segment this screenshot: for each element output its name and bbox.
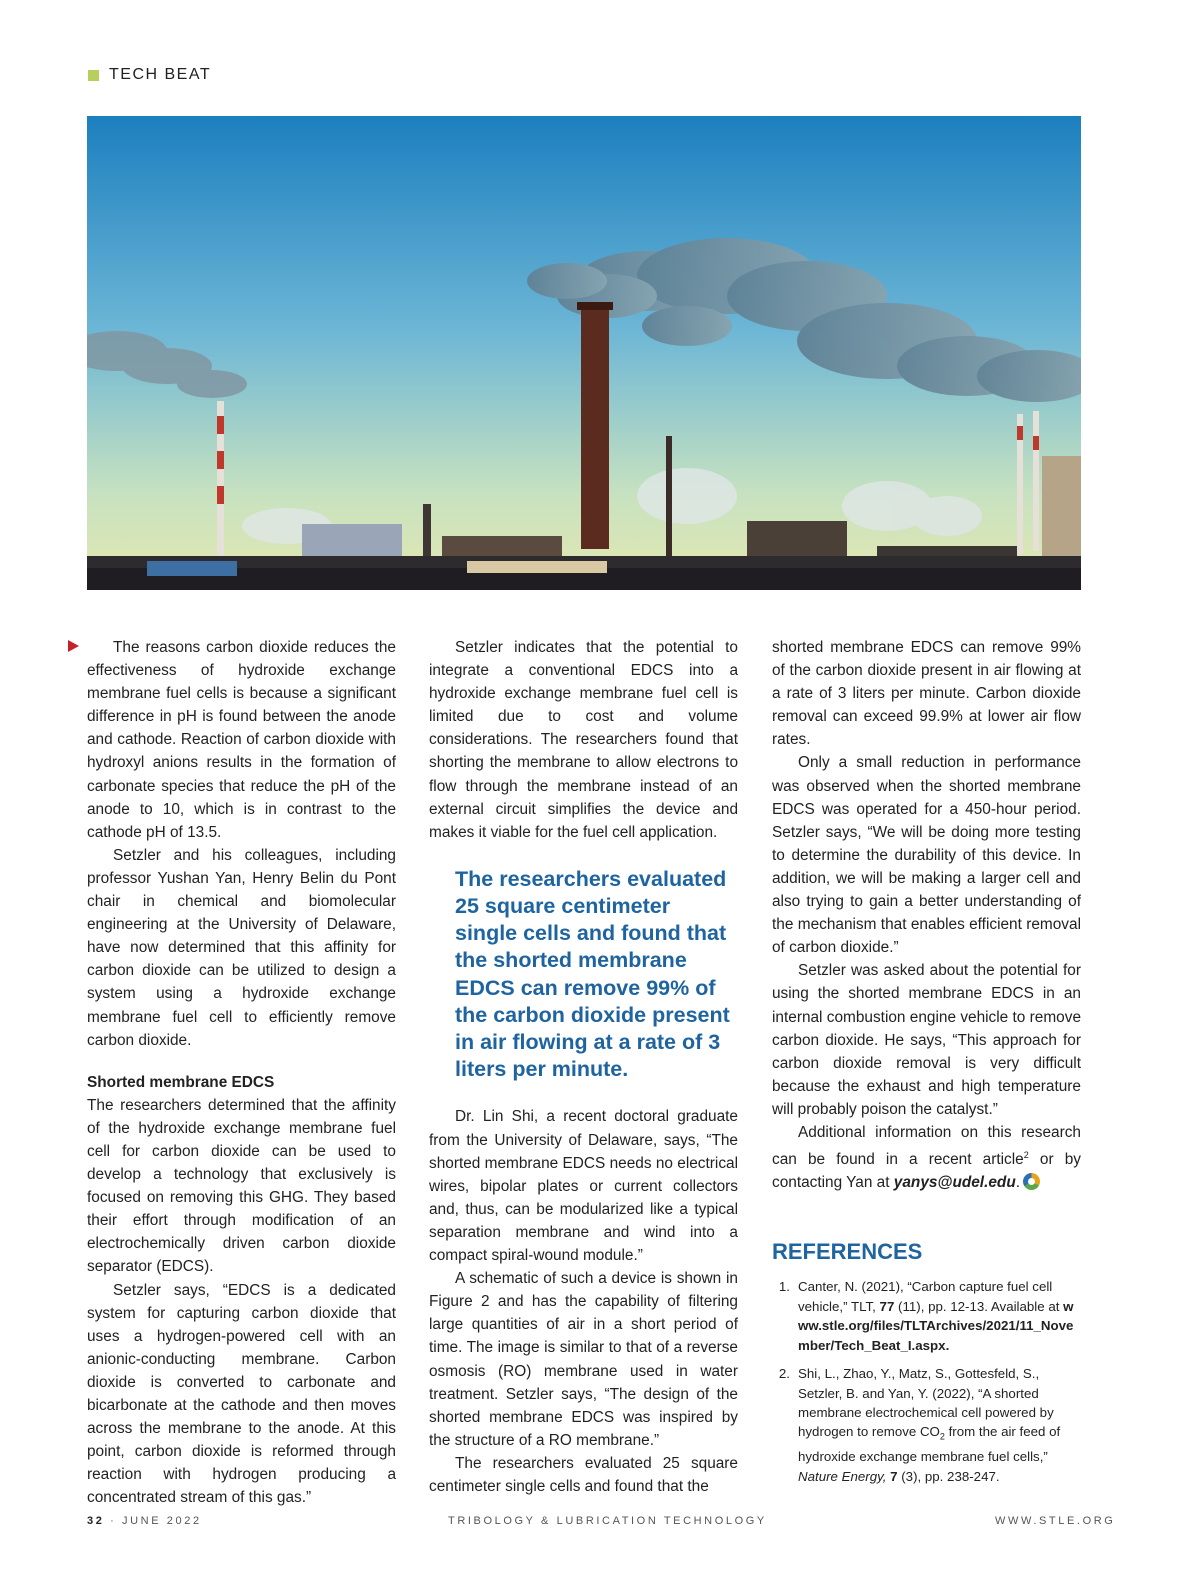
footer-website[interactable]: WWW.STLE.ORG: [995, 1515, 1116, 1527]
subheading: Shorted membrane EDCS: [87, 1073, 275, 1091]
hero-image: [87, 116, 1081, 590]
page-number: 32: [87, 1515, 105, 1527]
footer-page-date: 32 · JUNE 2022: [87, 1515, 202, 1527]
article-start-marker: [68, 640, 79, 652]
section-tag: [88, 66, 211, 84]
email-link[interactable]: yanys@udel.edu: [893, 1174, 1016, 1192]
paragraph: Only a small reduction in performance was observed when the shorted membrane EDCS was operated for a 450-hour period. Setzler says, “We will be doing more testing to determine the durability of this device. In addition, we will be making a larger cell and also trying to gain a better understanding of the mechanism that enables efficient removal of carbon dioxide.”: [772, 754, 1081, 957]
footer-publication: TRIBOLOGY & LUBRICATION TECHNOLOGY: [448, 1515, 767, 1527]
paragraph: The researchers evaluated 25 square centimeter single cells and found that the: [429, 1454, 738, 1495]
reference-url-link[interactable]: www.stle.org/files/TLTArchives/2021/11_November/Tech_Beat_I.aspx: [798, 1298, 1074, 1353]
paragraph: The researchers determined that the affinity of the hydroxide exchange membrane fuel cell for carbon dioxide can be used to develop a technology that exclusively is focused on removing this GHG. They based their effort through modification of an electrochemically driven carbon dioxide separator (EDCS).: [87, 1096, 396, 1276]
column-3: [772, 636, 1081, 1495]
paragraph: Setzler indicates that the potential to integrate a conventional EDCS into a hydroxide exchange membrane fuel cell is limited due to cost and volume considerations. The researchers found that shorting the membrane to allow electrons to flow through the membrane instead of an external circuit simplifies the device and makes it viable for the fuel cell application.: [429, 639, 738, 841]
references-title: REFERENCES: [772, 1239, 923, 1265]
column-1: [87, 636, 396, 1509]
paragraph: The reasons carbon dioxide reduces the effectiveness of hydroxide exchange membrane fuel cells is because a significant difference in pH is found between the anode and cathode. Reaction of carbon dioxide with hydroxyl anions results in the formation of carbonate species that reduce the pH of the anode to 10, which is in contrast to the cathode pH of 13.5.: [87, 639, 396, 841]
paragraph: Setzler says, “EDCS is a dedicated system for capturing carbon dioxide that uses a hydrogen-powered cell with an anionic-conducting membrane. Carbon dioxide is converted to carbonate and bicarbonate at the cathode and then moves across the membrane to the anode. At this point, carbon dioxide is reformed through reaction with hydrogen producing a concentrated stream of this gas.”: [87, 1281, 396, 1507]
paragraph: Setzler was asked about the potential for using the shorted membrane EDCS in an internal combustion engine vehicle to remove carbon dioxide. He says, “This approach for carbon dioxide removal is very difficult because the exhaust and high temperature will probably poison the catalyst.”: [772, 962, 1081, 1118]
citation-superscript: 2: [1023, 1150, 1029, 1161]
column-2: [429, 636, 738, 1498]
paragraph: Setzler and his colleagues, including professor Yushan Yan, Henry Belin du Pont chair in chemical and biomolecular engineering at the University of Delaware, have now determined that this affinity for carbon dioxide can be utilized to design a system using a hydroxide exchange membrane fuel cell to efficiently remove carbon dioxide.: [87, 846, 396, 1049]
paragraph: Dr. Lin Shi, a recent doctoral graduate from the University of Delaware, says, “The shorted membrane EDCS needs no electrical wires, bipolar plates or current collectors and, thus, can be modularized like a typical separation membrane and wind into a compact spiral-wound module.”: [429, 1108, 738, 1265]
reference-item: 2. Shi, L., Zhao, Y., Matz, S., Gottesfeld, S., Setzler, B. and Yan, Y. (2022), “A shorted membrane electrochemical cell powered by hydrogen to remove $CO_2$ from the air feed of hydroxide exchange membrane fuel cells,” Nature Energy, 7 (3), pp. 238-247.: [778, 1366, 1061, 1484]
stle-end-mark-icon: [1023, 1173, 1040, 1190]
references-list: [772, 1277, 1081, 1486]
paragraph: Additional information on this research can be found in a recent article$^2$ or by contacting Yan at yanys@udel.edu.: [772, 1123, 1081, 1192]
issue-date: JUNE 2022: [122, 1515, 202, 1527]
section-label: TECH BEAT: [109, 66, 212, 83]
reference-item: 1. Canter, N. (2021), “Carbon capture fuel cell vehicle,” TLT, 77 (11), pp. 12-13. Available at www.stle.org/files/TLTArchives/2021/11_November/Tech_Beat_I.aspx.: [778, 1279, 1074, 1353]
factory-photo: [87, 116, 1081, 590]
pull-quote: The researchers evaluated 25 square centimeter single cells and found that the shorted membrane EDCS can remove 99% of the carbon dioxide present in air flowing at a rate of 3 liters per minute.: [455, 866, 730, 1082]
section-square-icon: [88, 70, 99, 81]
paragraph: A schematic of such a device is shown in Figure 2 and has the capability of filtering large quantities of air in a short period of time. The image is similar to that of a reverse osmosis (RO) membrane used in water treatment. Setzler says, “The design of the shorted membrane EDCS was inspired by the structure of a RO membrane.”: [429, 1270, 738, 1449]
paragraph: shorted membrane EDCS can remove 99% of the carbon dioxide present in air flowing at a rate of 3 liters per minute. Carbon dioxide removal can exceed 99.9% at lower air flow rates.: [772, 639, 1081, 749]
